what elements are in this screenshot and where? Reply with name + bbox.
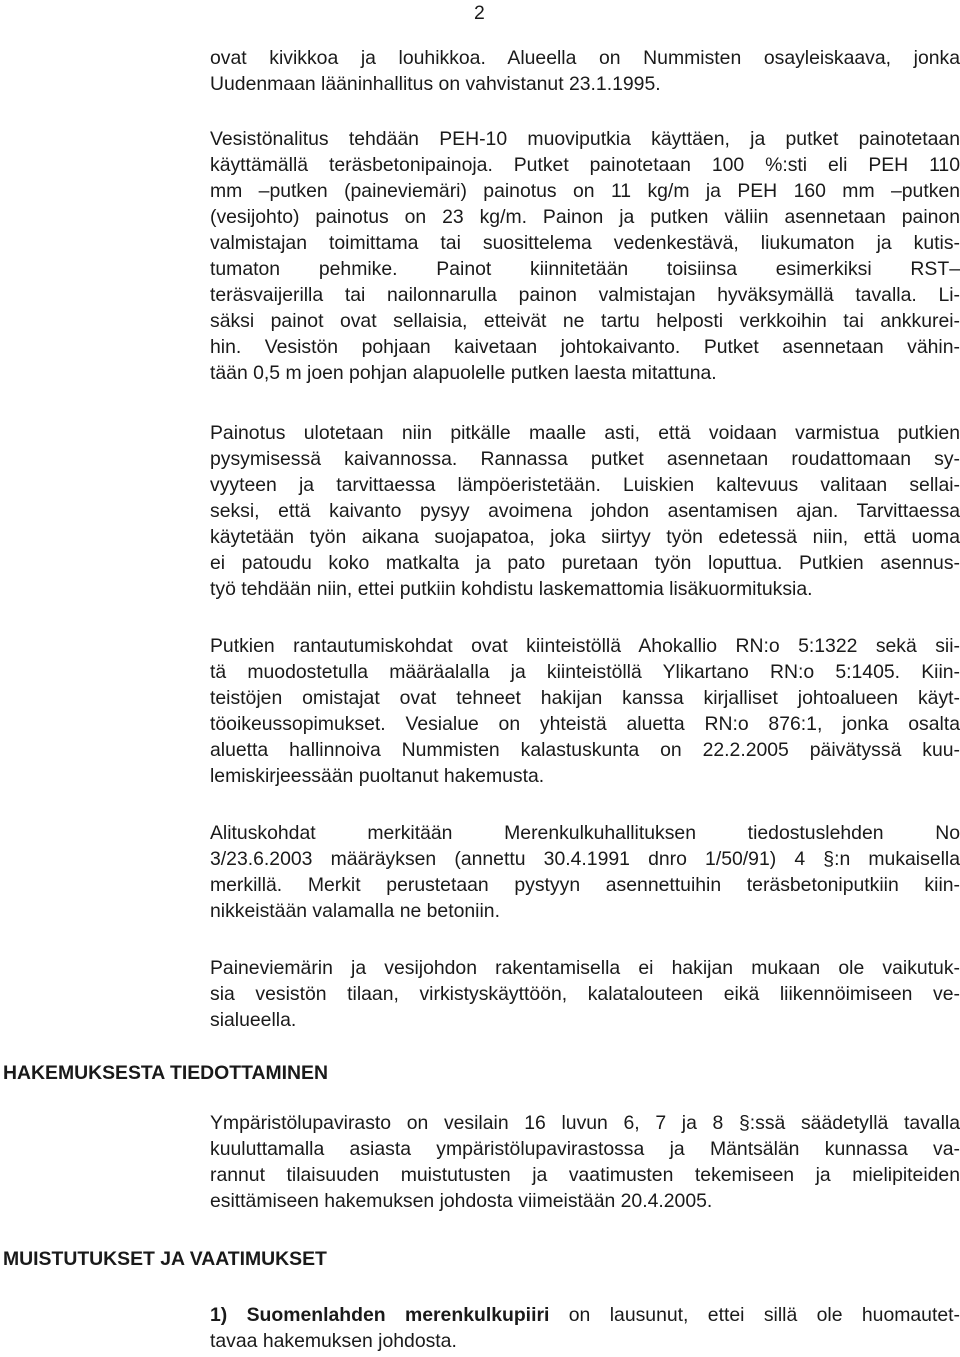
text-line: merkillä. Merkit perustetaan pystyyn asennettuihin teräsbetoniputkiin kiin-: [210, 874, 960, 896]
paragraph-pipe-weights: [210, 126, 960, 386]
text-line: pysymisessä kaivannossa. Rannassa putket asennetaan roudattomaan sy-: [210, 448, 960, 470]
statement-text: on lausunut, ettei sillä ole huomautet-: [549, 1304, 960, 1326]
paragraph-location: [210, 45, 960, 97]
text-line: töoikeussopimukset. Vesialue on yhteistä aluetta RN:o 876:1, jonka osalta: [210, 713, 960, 735]
text-line: lemiskirjeessään puoltanut hakemusta.: [210, 765, 545, 787]
paragraph-impacts: [210, 955, 960, 1033]
paragraph-crossing-marks: [210, 820, 960, 924]
text-line: 3/23.6.2003 määräyksen (annettu 30.4.1991 dnro 1/50/91) 4 §:n mukaisella: [210, 848, 960, 870]
text-line: tään 0,5 m joen pohjan alapuolelle putken laesta mitattuna.: [210, 362, 717, 384]
paragraph-notification: [210, 1110, 960, 1214]
text-line: Painotus ulotetaan niin pitkälle maalle asti, että voidaan varmistua putkien: [210, 422, 960, 444]
text-line: Alituskohdat merkitään Merenkulkuhallituksen tiedostuslehden No: [210, 822, 960, 844]
text-line: työ tehdään niin, ettei putkiin kohdistu laskemattomia lisäkuormituksia.: [210, 578, 813, 600]
text-line: vyyteen ja tarvittaessa lämpöeristetään. Luiskien kaltevuus valitaan sellai-: [210, 474, 960, 496]
text-line: teistöjen omistajat ovat tehneet hakijan kanssa kirjalliset johtoalueen käyt-: [210, 687, 960, 709]
text-line: hin. Vesistön pohjaan kaivetaan johtokaivanto. Putket asennetaan vähin-: [210, 336, 960, 358]
page-number: 2: [474, 2, 485, 24]
statement-party: 1) Suomenlahden merenkulkupiiri: [210, 1304, 550, 1326]
text-line: sia vesistön tilaan, virkistyskäyttöön, kalatalouteen eikä liikennöimiseen ve-: [210, 983, 960, 1005]
text-line: ovat kivikkoa ja louhikkoa. Alueella on Nummisten osayleiskaava, jonka: [210, 47, 960, 69]
text-line: nikkeistään valamalla ne betoniin.: [210, 900, 500, 922]
text-line: tä muodostetulla määräalalla ja kiinteistöllä Ylikartano RN:o 5:1405. Kiin-: [210, 661, 960, 683]
text-line: ei patoudu koko matkalta ja pato puretaan työn loputtua. Putkien asennus-: [210, 552, 960, 574]
text-line: Ympäristölupavirasto on vesilain 16 luvun 6, 7 ja 8 §:ssä säädetyllä tavalla: [210, 1112, 960, 1134]
text-line: mm –putken (paineviemäri) painotus on 11 kg/m ja PEH 160 mm –putken: [210, 180, 960, 202]
text-line: säksi painot ovat sellaisia, etteivät ne tartu helposti verkkoihin tai ankkurei-: [210, 310, 960, 332]
text-line: käytetään työn aikana suojapatoa, joka siirtyy työn edetessä niin, että uoma: [210, 526, 960, 548]
text-line: valmistajan toimittama tai suosittelema vedenkestävä, liukumaton ja kutis-: [210, 232, 960, 254]
text-line: Putkien rantautumiskohdat ovat kiinteistöllä Ahokallio RN:o 5:1322 sekä sii-: [210, 635, 960, 657]
text-line: (vesijohto) painotus on 23 kg/m. Painon ja putken väliin asennetaan painon: [210, 206, 960, 228]
paragraph-landing-sites: [210, 633, 960, 789]
text-line: Uudenmaan lääninhallitus on vahvistanut 23.1.1995.: [210, 73, 661, 95]
text-line: esittämiseen hakemuksen johdosta viimeistään 20.4.2005.: [210, 1190, 713, 1212]
text-line: kuuluttamalla asiasta ympäristölupavirastossa ja Mäntsälän kunnassa va-: [210, 1138, 960, 1160]
text-line: Vesistönalitus tehdään PEH-10 muoviputkia käyttäen, ja putket painotetaan: [210, 128, 960, 150]
text-line: Paineviemärin ja vesijohdon rakentamisella ei hakijan mukaan ole vaikutuk-: [210, 957, 960, 979]
text-line: käyttämällä teräsbetonipainoja. Putket painotetaan 100 %:sti eli PEH 110: [210, 154, 960, 176]
text-line: [210, 1302, 960, 1328]
text-line: rannut tilaisuuden muistutusten ja vaatimusten tekemiseen ja mielipiteiden: [210, 1164, 960, 1186]
text-line: sialueella.: [210, 1009, 297, 1031]
text-line: seksi, että kaivanto pysyy avoimena johdon asentamisen ajan. Tarvittaessa: [210, 500, 960, 522]
text-line: teräsvaijerilla tai nailonnarulla painon valmistajan hyväksymällä tavalla. Li-: [210, 284, 960, 306]
section-heading-objections: MUISTUTUKSET JA VAATIMUKSET: [3, 1248, 327, 1270]
paragraph-weighting-extent: [210, 420, 960, 602]
text-line: aluetta hallinnoiva Nummisten kalastuskunta on 22.2.2005 päivätyssä kuu-: [210, 739, 960, 761]
text-line: tumaton pehmike. Painot kiinnitetään toisiinsa esimerkiksi RST–: [210, 258, 960, 280]
section-heading-notification: HAKEMUKSESTA TIEDOTTAMINEN: [3, 1062, 328, 1084]
paragraph-statement: [210, 1302, 960, 1354]
text-line: tavaa hakemuksen johdosta.: [210, 1330, 457, 1352]
